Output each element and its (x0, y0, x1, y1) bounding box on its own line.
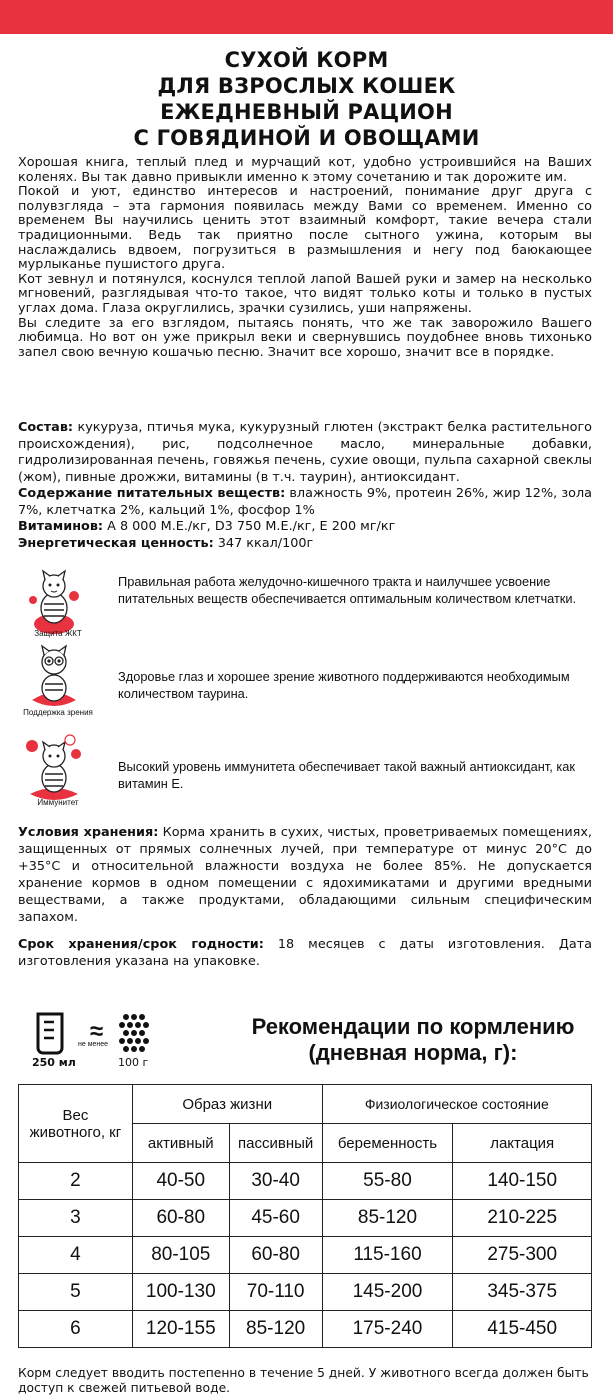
subheader-active: активный (132, 1124, 229, 1163)
cell-pregnancy: 175-240 (322, 1311, 453, 1348)
product-title (0, 47, 613, 151)
benefit-text: Высокий уровень иммунитета обеспечивает такой важный антиоксидант, как витамин Е. (118, 759, 575, 791)
weight-header: Вес животного, кг (19, 1085, 133, 1163)
cell-active: 40-50 (132, 1163, 229, 1200)
feeding-table (18, 1084, 592, 1348)
cell-active: 60-80 (132, 1200, 229, 1237)
feeding-header (18, 1010, 598, 1072)
intro-text (18, 156, 592, 360)
cell-passive: 85-120 (229, 1311, 322, 1348)
shelf-text: 18 месяцев с даты изготовления. Дата изготовления указана на упаковке. (18, 937, 593, 969)
intro-paragraph: Вы следите за его взглядом, пытаясь понять, что же так заворожило Вашего любимца. Но вот он уже прикрыл веки и свернувшись поудобнее вновь тихонько запел свою вечную кошачью песню. Значит все хорошо, значит все в порядке. (18, 315, 592, 360)
approx-sign: ≈ (90, 1018, 104, 1045)
vitamins-label: Витаминов: (18, 519, 104, 534)
cell-passive: 45-60 (229, 1200, 322, 1237)
cell-active: 80-105 (132, 1237, 229, 1274)
benefit-text: Правильная работа желудочно-кишечного тракта и наилучшее усвоение питательных веществ обеспечивается оптимальным количеством клетчатки. (118, 574, 577, 606)
composition (18, 420, 592, 486)
nutrients-label: Содержание питательных веществ: (18, 486, 286, 501)
storage-conditions (18, 824, 592, 926)
cell-weight: 4 (19, 1237, 133, 1274)
title-line: ЕЖЕДНЕВНЫЙ РАЦИОН (160, 100, 453, 124)
benefit-vision (18, 642, 598, 726)
subheader-lactation: лактация (453, 1124, 592, 1163)
top-accent-bar (0, 0, 613, 34)
recommendations-title (223, 1014, 603, 1066)
shelf-label: Срок хранения/срок годности: (18, 937, 264, 952)
rec-title-line: (дневная норма, г): (308, 1040, 518, 1065)
benefit-caption: Защита ЖКТ (34, 629, 82, 638)
lifestyle-header: Образ жизни (132, 1085, 322, 1124)
storage-label: Условия хранения: (18, 825, 159, 840)
cell-lactation: 415-450 (453, 1311, 592, 1348)
cell-passive: 30-40 (229, 1163, 322, 1200)
not-less-label: не менее (78, 1041, 109, 1048)
rec-title-line: Рекомендации по кормлению (251, 1014, 575, 1039)
intro-paragraph: Хорошая книга, теплый плед и мурчащий кот, удобно устроившийся на Ваших коленях. Вы так давно привыкли именно к этому сочетанию и так дорожите им. (18, 155, 592, 185)
cell-lactation: 210-225 (453, 1200, 592, 1237)
vitamins (18, 519, 592, 536)
cell-passive: 70-110 (229, 1274, 322, 1311)
intro-paragraph: Покой и уют, единство интересов и настроений, понимание друг друга с полувзгляда – эта гармония появилась между Вами со временем. Именно со временем Вы научились ценить этот взаимный комфорт, такие вечера стали традиционными. Ведь так приятно после сытного ужина, которым вы наслаждались вдвоем, погрузиться в размышления и негу под баюкающее мурлыканье пушистого друга. (18, 184, 592, 273)
nutrients (18, 486, 592, 519)
table-row (19, 1274, 592, 1311)
cell-lactation: 140-150 (453, 1163, 592, 1200)
composition-block (18, 420, 592, 552)
subheader-pregnancy: беременность (322, 1124, 453, 1163)
table-row (19, 1200, 592, 1237)
food-amount: 100 г (118, 1056, 149, 1069)
cell-pregnancy: 115-160 (322, 1237, 453, 1274)
title-line: ДЛЯ ВЗРОСЛЫХ КОШЕК (157, 74, 456, 98)
cell-pregnancy: 145-200 (322, 1274, 453, 1311)
energy-label: Энергетическая ценность: (18, 535, 214, 551)
vitamins-text: А 8 000 М.Е./кг, D3 750 М.Е./кг, Е 200 мг/кг (103, 519, 396, 534)
benefit-digestion (18, 566, 598, 642)
cell-active: 120-155 (132, 1311, 229, 1348)
intro-paragraph: Кот зевнул и потянулся, коснулся теплой лапой Вашей руки и замер на несколько мгновений, разглядывая что-то такое, что видят только коты и только в пустых углах дома. Глаза округлились, зрачки сузились, уши напряжены. (18, 271, 592, 316)
benefit-caption: Иммунитет (37, 798, 79, 807)
table-row (19, 1237, 592, 1274)
footer-note: Корм следует вводить постепенно в течение 5 дней. У животного всегда должен быть доступ к свежей питьевой воде. (18, 1366, 589, 1395)
cell-passive: 60-80 (229, 1237, 322, 1274)
benefit-caption: Поддержка зрения (23, 708, 93, 717)
storage-block (18, 824, 592, 980)
cell-pregnancy: 55-80 (322, 1163, 453, 1200)
water-volume: 250 мл (32, 1056, 76, 1069)
title-line: С ГОВЯДИНОЙ И ОВОЩАМИ (133, 126, 480, 150)
storage-text: Корма хранить в сухих, чистых, проветриваемых помещениях, защищенных от прямых солнечных лучей, при температуре от минус 20°С до +35°С и относительной влажности воздуха не более 85%. Не допускается хранение кормов в одном помещении с ядохимикатами и другими вредными веществами, а также продуктами, обладающими сильным специфическим запахом. (18, 825, 592, 925)
cell-active: 100-130 (132, 1274, 229, 1311)
subheader-passive: пассивный (229, 1124, 322, 1163)
cell-weight: 6 (19, 1311, 133, 1348)
energy (18, 536, 592, 553)
cell-lactation: 345-375 (453, 1274, 592, 1311)
table-row (19, 1163, 592, 1200)
cell-weight: 5 (19, 1274, 133, 1311)
composition-label: Состав: (18, 420, 74, 435)
table-row (19, 1311, 592, 1348)
shelf-life (18, 936, 592, 970)
cell-weight: 2 (19, 1163, 133, 1200)
cell-pregnancy: 85-120 (322, 1200, 453, 1237)
cell-weight: 3 (19, 1200, 133, 1237)
composition-text: кукуруза, птичья мука, кукурузный глютен (экстракт белка растительного происхождения), рис, подсолнечное масло, минеральные добавки, гидролизированная печень, говяжья печень, сухие овощи, пульпа сахарной свеклы (жом), пивные дрожжи, витамины (в т.ч. таурин), антиоксидант. (18, 420, 592, 485)
physio-header: Физиологическое состояние (322, 1085, 591, 1124)
energy-text: 347 ккал/100г (213, 535, 314, 551)
benefit-immunity (18, 732, 598, 812)
nutrients-text: влажность 9%, протеин 26%, жир 12%, зола 7%, клетчатка 2%, кальций 1%, фосфор 1% (18, 486, 592, 518)
title-line: СУХОЙ КОРМ (224, 48, 389, 72)
cell-lactation: 275-300 (453, 1237, 592, 1274)
benefit-text: Здоровье глаз и хорошее зрение животного поддерживаются необходимым количеством таурина. (118, 669, 570, 701)
